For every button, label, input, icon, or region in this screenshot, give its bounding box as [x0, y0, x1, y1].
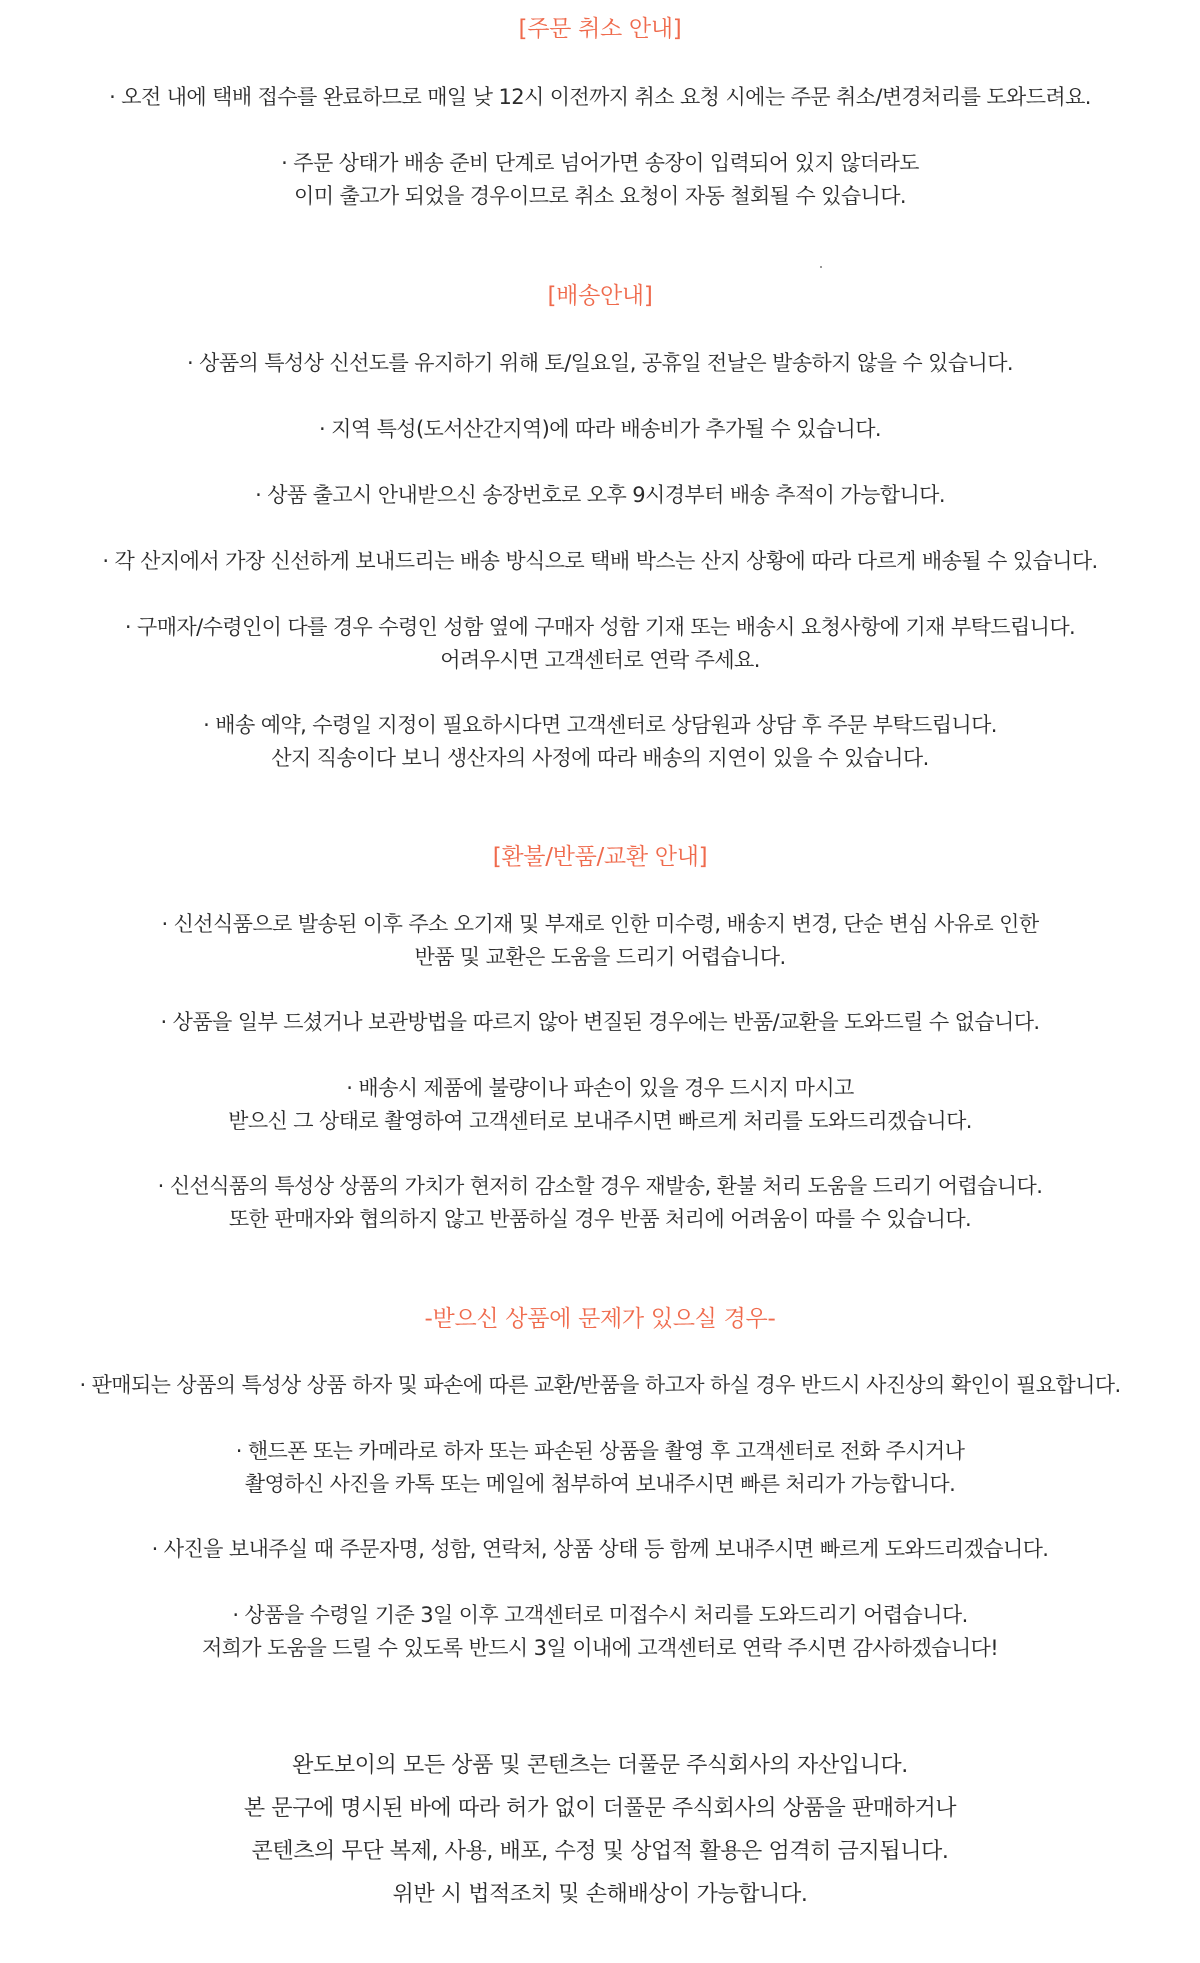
paragraph [0, 908, 1200, 974]
paragraph-line: · 판매되는 상품의 특성상 상품 하자 및 파손에 따른 교환/반품을 하고자 하실 경우 반드시 사진상의 확인이 필요합니다. [79, 1373, 1121, 1397]
paragraph [0, 147, 1200, 213]
paragraph-line: · 주문 상태가 배송 준비 단계로 넘어가면 송장이 입력되어 있지 않더라도 [281, 151, 919, 175]
paragraph [0, 1435, 1200, 1501]
paragraph-line: · 오전 내에 택배 접수를 완료하므로 매일 낮 12시 이전까지 취소 요청 시에는 주문 취소/변경처리를 도와드려요. [109, 85, 1091, 109]
paragraph [0, 611, 1200, 677]
paragraph [0, 1072, 1200, 1138]
paragraph-line: · 배송 예약, 수령일 지정이 필요하시다면 고객센터로 상담원과 상담 후 주문 부탁드립니다. [203, 713, 997, 737]
paragraph-line: 저희가 도움을 드릴 수 있도록 반드시 3일 이내에 고객센터로 연락 주시면 감사하겠습니다! [201, 1636, 999, 1660]
paragraph-line: 어려우시면 고객센터로 연락 주세요. [440, 648, 760, 672]
copyright-line: 콘텐츠의 무단 복제, 사용, 배포, 수정 및 상업적 활용은 엄격히 금지됩니다. [251, 1839, 949, 1864]
paragraph [0, 479, 1200, 512]
paragraph [0, 1599, 1200, 1665]
copyright-notice [0, 1744, 1200, 1916]
paragraph-line: 또한 판매자와 협의하지 않고 반품하실 경우 반품 처리에 어려움이 따를 수 있습니다. [228, 1207, 972, 1231]
paragraph-line: · 배송시 제품에 불량이나 파손이 있을 경우 드시지 마시고 [346, 1076, 854, 1100]
paragraph-line: · 사진을 보내주실 때 주문자명, 성함, 연락처, 상품 상태 등 함께 보내주시면 빠르게 도와드리겠습니다. [151, 1537, 1049, 1561]
paragraph-line: 반품 및 교환은 도움을 드리기 어렵습니다. [414, 945, 786, 969]
paragraph-line: · 신선식품의 특성상 상품의 가치가 현저히 감소할 경우 재발송, 환불 처리 도움을 드리기 어렵습니다. [157, 1174, 1043, 1198]
paragraph [0, 1533, 1200, 1566]
section-heading-product-issue: -받으신 상품에 문제가 있으실 경우- [424, 1306, 776, 1332]
paragraph-line: · 신선식품으로 발송된 이후 주소 오기재 및 부재로 인한 미수령, 배송지 변경, 단순 변심 사유로 인한 [161, 912, 1039, 936]
paragraph [0, 709, 1200, 775]
paragraph [0, 545, 1200, 578]
section-heading-refund: [환불/반품/교환 안내] [492, 844, 708, 870]
paragraph-line: · 핸드폰 또는 카메라로 하자 또는 파손된 상품을 촬영 후 고객센터로 전화 주시거나 [235, 1439, 965, 1463]
paragraph [0, 413, 1200, 446]
section-heading-order-cancel: [주문 취소 안내] [518, 16, 682, 42]
paragraph-line: 촬영하신 사진을 카톡 또는 메일에 첨부하여 보내주시면 빠른 처리가 가능합니다. [244, 1472, 956, 1496]
paragraph-line: · 상품을 수령일 기준 3일 이후 고객센터로 미접수시 처리를 도와드리기 어렵습니다. [232, 1603, 968, 1627]
paragraph-line: · 지역 특성(도서산간지역)에 따라 배송비가 추가될 수 있습니다. [318, 417, 881, 441]
paragraph-line: 이미 출고가 되었을 경우이므로 취소 요청이 자동 철회될 수 있습니다. [294, 184, 906, 208]
copyright-line: 완도보이의 모든 상품 및 콘텐츠는 더풀문 주식회사의 자산입니다. [292, 1753, 908, 1778]
paragraph-line: · 상품을 일부 드셨거나 보관방법을 따르지 않아 변질된 경우에는 반품/교환을 도와드릴 수 없습니다. [160, 1010, 1040, 1034]
paragraph [0, 1369, 1200, 1402]
paragraph [0, 81, 1200, 114]
paragraph-line: · 구매자/수령인이 다를 경우 수령인 성함 옆에 구매자 성함 기재 또는 배송시 요청사항에 기재 부탁드립니다. [124, 615, 1076, 639]
copyright-line: 본 문구에 명시된 바에 따라 허가 없이 더풀문 주식회사의 상품을 판매하거나 [243, 1796, 957, 1821]
paragraph-line: · 각 산지에서 가장 신선하게 보내드리는 배송 방식으로 택배 박스는 산지 상황에 따라 다르게 배송될 수 있습니다. [102, 549, 1098, 573]
paragraph-line: · 상품의 특성상 신선도를 유지하기 위해 토/일요일, 공휴일 전날은 발송하지 않을 수 있습니다. [187, 351, 1013, 375]
paragraph-line: 받으신 그 상태로 촬영하여 고객센터로 보내주시면 빠르게 처리를 도와드리겠습니다. [228, 1109, 972, 1133]
paragraph [0, 1170, 1200, 1236]
section-heading-shipping: [배송안내] [547, 283, 653, 309]
paragraph [0, 1006, 1200, 1039]
paragraph-line: · 상품 출고시 안내받으신 송장번호로 오후 9시경부터 배송 추적이 가능합니다. [255, 483, 945, 507]
decorative-dot [820, 266, 822, 268]
copyright-line: 위반 시 법적조치 및 손해배상이 가능합니다. [392, 1882, 808, 1907]
paragraph [0, 347, 1200, 380]
paragraph-line: 산지 직송이다 보니 생산자의 사정에 따라 배송의 지연이 있을 수 있습니다. [271, 746, 929, 770]
